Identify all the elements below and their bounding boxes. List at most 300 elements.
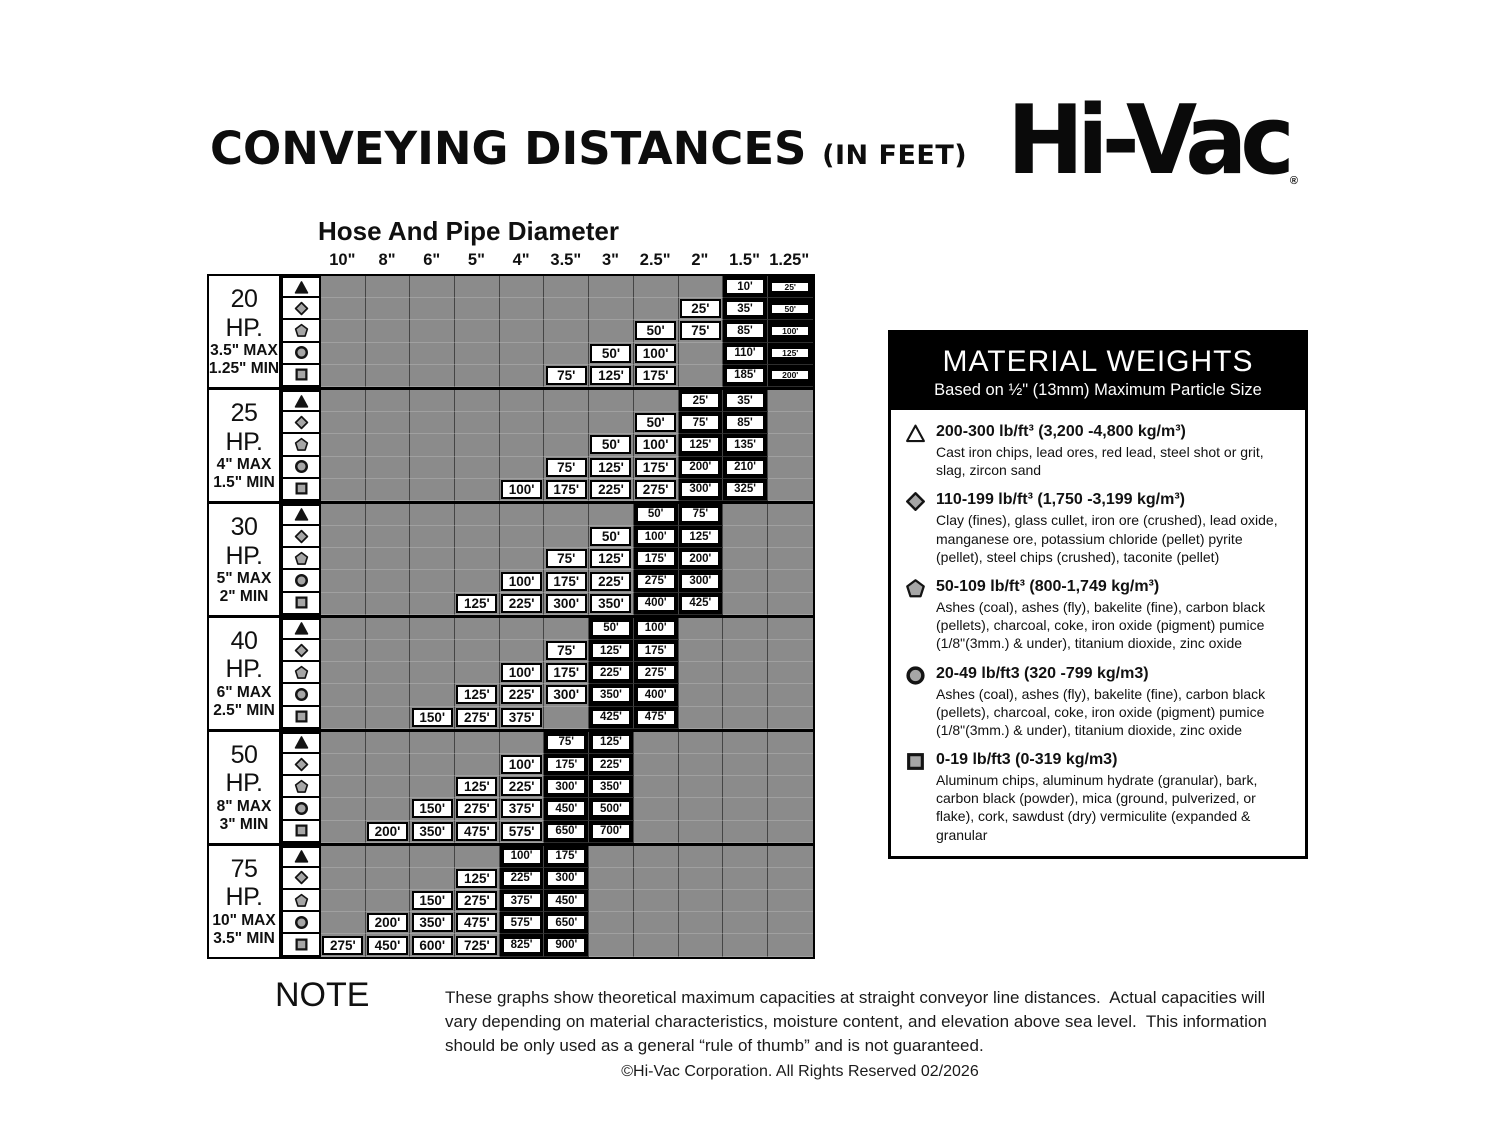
distance-value: 175' (635, 366, 676, 385)
distance-cell (455, 684, 500, 706)
distance-cell (500, 846, 545, 868)
distance-cell (410, 298, 455, 320)
distance-value: 50' (590, 344, 631, 363)
distance-cell (455, 618, 500, 640)
distance-cell (455, 662, 500, 684)
material-row (281, 593, 813, 615)
distance-cell (544, 412, 589, 434)
note-label: NOTE (275, 976, 370, 1014)
distance-value: 125' (592, 735, 630, 750)
diamond-icon (294, 870, 309, 885)
distance-value: 275' (635, 480, 676, 499)
material-symbol-cell (281, 504, 321, 526)
distance-value: 375' (501, 799, 542, 818)
distance-value: 100' (501, 572, 542, 591)
distance-cell (500, 504, 545, 526)
circle-icon (294, 345, 309, 360)
material-symbol-cell (281, 593, 321, 615)
distance-value: 475' (456, 913, 497, 932)
distance-cell (321, 707, 366, 729)
distance-value: 300' (546, 594, 587, 613)
distance-cell (410, 457, 455, 479)
material-symbol-cell (281, 526, 321, 548)
distance-value: 35' (726, 301, 764, 316)
distance-cell (500, 640, 545, 662)
distance-cell (589, 662, 634, 684)
distance-cell (679, 890, 724, 912)
distance-cell (455, 890, 500, 912)
min-diameter: 1.25" MIN (208, 360, 280, 378)
distance-cell (455, 412, 500, 434)
material-symbol-cell (281, 662, 321, 684)
material-row (281, 457, 813, 479)
distance-value: 75' (546, 366, 587, 385)
distance-value: 425' (681, 596, 719, 611)
distance-cell (768, 868, 813, 890)
distance-value: 300' (547, 871, 585, 886)
section-rows (281, 276, 813, 387)
distance-cell (455, 798, 500, 820)
distance-cell (410, 684, 455, 706)
distance-cell (410, 798, 455, 820)
distance-cell (410, 593, 455, 615)
distance-cell (366, 890, 411, 912)
distance-cell (679, 570, 724, 592)
distance-cell (589, 684, 634, 706)
distance-cell (679, 684, 724, 706)
distance-cell (679, 640, 724, 662)
distance-cell (634, 732, 679, 754)
distance-cell (544, 776, 589, 798)
distance-value: 175' (635, 458, 676, 477)
distance-cell (455, 434, 500, 456)
distance-cell (768, 504, 813, 526)
distance-cell (410, 890, 455, 912)
distance-value: 500' (592, 801, 630, 816)
distance-cell (723, 365, 768, 387)
distance-cell (366, 912, 411, 934)
min-diameter: 2.5" MIN (213, 702, 275, 720)
square-icon (294, 937, 309, 952)
distance-cell (544, 343, 589, 365)
distance-cell (410, 343, 455, 365)
distance-cell (455, 570, 500, 592)
distance-cell (544, 798, 589, 820)
distance-value: 110' (726, 346, 764, 361)
material-row (281, 618, 813, 640)
distance-cell (768, 912, 813, 934)
distance-value: 100' (635, 435, 676, 454)
material-symbol-cell (281, 479, 321, 501)
distance-cell (723, 434, 768, 456)
distance-value: 25' (680, 299, 721, 318)
distance-cell (679, 390, 724, 412)
distance-cell (366, 754, 411, 776)
max-diameter: 8" MAX (216, 798, 272, 816)
distance-cell (679, 504, 724, 526)
distance-cell (634, 912, 679, 934)
distance-value: 100' (635, 344, 676, 363)
hp-section-label (209, 846, 281, 957)
legend-entry (905, 664, 1291, 740)
distance-cell (768, 320, 813, 342)
distance-cell (679, 798, 724, 820)
distance-cell (500, 434, 545, 456)
material-row (281, 298, 813, 320)
square-icon (294, 709, 309, 724)
distance-value: 225' (590, 480, 631, 499)
distance-cell (500, 868, 545, 890)
distance-cell (366, 732, 411, 754)
distance-cell (500, 821, 545, 843)
distance-cell (455, 846, 500, 868)
distance-value: 225' (592, 665, 630, 680)
material-row (281, 390, 813, 412)
distance-cell (366, 662, 411, 684)
distance-value: 450' (367, 936, 408, 955)
distance-cell (679, 662, 724, 684)
distance-cell (634, 390, 679, 412)
distance-cell (768, 526, 813, 548)
distance-value: 125' (590, 366, 631, 385)
distance-cell (589, 934, 634, 956)
legend-entry (905, 577, 1291, 653)
distance-cell (500, 548, 545, 570)
material-symbol-cell (281, 320, 321, 342)
distance-cell (768, 457, 813, 479)
distance-cell (634, 457, 679, 479)
distance-cell (321, 868, 366, 890)
distance-value: 185' (726, 368, 764, 383)
distance-cell (500, 890, 545, 912)
distance-cell (410, 412, 455, 434)
distance-cell (768, 365, 813, 387)
distance-cell (634, 593, 679, 615)
distance-cell (544, 457, 589, 479)
hp-rating: 50 HP. (225, 740, 263, 798)
distance-value: 375' (503, 893, 541, 908)
distance-cell (321, 662, 366, 684)
distance-cell (679, 618, 724, 640)
min-diameter: 1.5" MIN (213, 474, 275, 492)
distance-cell (723, 276, 768, 298)
distance-cell (366, 526, 411, 548)
section-rows (281, 390, 813, 501)
distance-cell (366, 934, 411, 956)
distance-value: 175' (546, 480, 587, 499)
section-rows (281, 846, 813, 957)
pentagon-icon (294, 323, 309, 338)
distance-value: 85' (726, 323, 764, 338)
distance-cell (455, 390, 500, 412)
material-symbol-cell (281, 343, 321, 365)
distance-cell (723, 776, 768, 798)
column-header: 1.5" (729, 251, 760, 269)
distance-cell (679, 412, 724, 434)
column-header: 5" (467, 251, 485, 269)
distance-value: 125' (456, 777, 497, 796)
distance-cell (589, 548, 634, 570)
distance-cell (768, 754, 813, 776)
distance-cell (455, 365, 500, 387)
distance-cell (500, 684, 545, 706)
distance-cell (321, 912, 366, 934)
distance-cell (589, 890, 634, 912)
column-header: 6" (423, 251, 441, 269)
distance-cell (589, 298, 634, 320)
hp-section (209, 276, 813, 390)
distance-cell (321, 754, 366, 776)
distance-value: 150' (412, 708, 453, 727)
distance-cell (723, 593, 768, 615)
hp-section (209, 618, 813, 732)
distance-value: 25' (771, 282, 809, 292)
legend-entry-texts (936, 664, 1291, 740)
distance-cell (455, 821, 500, 843)
legend-entry-texts (936, 422, 1291, 479)
material-row (281, 434, 813, 456)
distance-cell (410, 846, 455, 868)
diamond-icon (905, 491, 926, 566)
square-icon (294, 367, 309, 382)
distance-value: 350' (412, 913, 453, 932)
distance-cell (321, 298, 366, 320)
distance-cell (634, 821, 679, 843)
distance-cell (723, 684, 768, 706)
distance-cell (500, 276, 545, 298)
distance-value: 125' (771, 348, 809, 358)
distance-cell (366, 320, 411, 342)
distance-cell (455, 640, 500, 662)
legend-weight-range: 0-19 lb/ft3 (0-319 kg/m3) (936, 751, 1118, 769)
distance-cell (768, 412, 813, 434)
material-weights-title: MATERIAL WEIGHTS (942, 345, 1254, 378)
distance-value: 50' (590, 435, 631, 454)
distance-cell (723, 934, 768, 956)
distance-cell (321, 618, 366, 640)
distance-value: 450' (547, 893, 585, 908)
distance-cell (321, 846, 366, 868)
distance-value: 275' (456, 708, 497, 727)
hp-section-label (209, 504, 281, 615)
distance-value: 200' (681, 551, 719, 566)
distance-value: 825' (503, 938, 541, 953)
triangle-icon (294, 507, 309, 522)
distance-cell (321, 821, 366, 843)
distance-cell (366, 618, 411, 640)
distance-cell (723, 343, 768, 365)
material-row (281, 912, 813, 934)
distance-cell (723, 707, 768, 729)
distance-cell (589, 868, 634, 890)
distance-cell (544, 504, 589, 526)
distance-cell (410, 732, 455, 754)
distance-cell (679, 298, 724, 320)
material-row (281, 320, 813, 342)
distance-cell (366, 570, 411, 592)
distance-cell (410, 868, 455, 890)
distance-cell (544, 934, 589, 956)
distance-cell (544, 390, 589, 412)
distance-cell (679, 912, 724, 934)
triangle-icon (294, 280, 309, 295)
max-diameter: 5" MAX (216, 570, 272, 588)
pentagon-icon (294, 437, 309, 452)
pentagon-icon (294, 779, 309, 794)
distance-value: 100' (503, 849, 541, 864)
distance-value: 200' (681, 460, 719, 475)
distance-value: 225' (501, 777, 542, 796)
distance-cell (366, 640, 411, 662)
distance-cell (589, 412, 634, 434)
distance-cell (589, 618, 634, 640)
distance-cell (410, 754, 455, 776)
distance-cell (410, 662, 455, 684)
hp-section (209, 732, 813, 846)
distance-value: 50' (635, 321, 676, 340)
distance-cell (634, 412, 679, 434)
distance-cell (366, 457, 411, 479)
distance-cell (589, 640, 634, 662)
distance-cell (500, 754, 545, 776)
distance-cell (634, 798, 679, 820)
circle-icon (294, 459, 309, 474)
column-headers (320, 251, 812, 270)
distance-cell (768, 390, 813, 412)
distance-cell (500, 618, 545, 640)
circle-icon (905, 665, 926, 740)
material-row (281, 570, 813, 592)
material-row (281, 890, 813, 912)
distance-cell (544, 548, 589, 570)
triangle-icon (294, 621, 309, 636)
max-diameter: 10" MAX (212, 912, 276, 930)
material-symbol-cell (281, 776, 321, 798)
distance-cell (589, 570, 634, 592)
distance-cell (634, 846, 679, 868)
distance-cell (723, 798, 768, 820)
legend-entry (905, 422, 1291, 479)
distance-value: 175' (637, 643, 675, 658)
distance-cell (723, 548, 768, 570)
distance-value: 650' (547, 824, 585, 839)
distance-value: 700' (592, 824, 630, 839)
distance-cell (455, 707, 500, 729)
column-header: 2.5" (639, 251, 671, 269)
material-row (281, 754, 813, 776)
distance-cell (634, 662, 679, 684)
distance-cell (366, 412, 411, 434)
distance-cell (455, 754, 500, 776)
hp-rating: 25 HP. (225, 398, 263, 456)
distance-cell (321, 412, 366, 434)
distance-cell (723, 526, 768, 548)
legend-entry (905, 490, 1291, 566)
distance-cell (321, 457, 366, 479)
material-symbol-cell (281, 412, 321, 434)
distance-cell (500, 390, 545, 412)
distance-cell (321, 365, 366, 387)
distance-cell (455, 298, 500, 320)
distance-value: 35' (726, 393, 764, 408)
distance-cell (544, 618, 589, 640)
distance-cell (410, 707, 455, 729)
distance-cell (634, 754, 679, 776)
material-weights-header (891, 333, 1305, 410)
distance-cell (634, 504, 679, 526)
distance-value: 200' (367, 822, 408, 841)
distance-cell (455, 343, 500, 365)
distance-cell (544, 890, 589, 912)
distance-cell (589, 912, 634, 934)
distance-cell (321, 798, 366, 820)
distance-value: 125' (590, 549, 631, 568)
distance-cell (679, 707, 724, 729)
distance-cell (500, 662, 545, 684)
diamond-icon (294, 757, 309, 772)
distance-value: 135' (726, 437, 764, 452)
distance-cell (768, 890, 813, 912)
hp-section (209, 846, 813, 957)
distance-cell (634, 618, 679, 640)
page-title-suffix: (IN FEET) (822, 140, 968, 171)
diamond-icon (294, 415, 309, 430)
material-symbol-cell (281, 640, 321, 662)
distance-cell (544, 662, 589, 684)
distance-cell (410, 640, 455, 662)
distance-cell (634, 343, 679, 365)
distance-cell (366, 684, 411, 706)
distance-cell (589, 276, 634, 298)
distance-cell (366, 776, 411, 798)
distance-value: 275' (322, 936, 363, 955)
distance-cell (723, 618, 768, 640)
distance-value: 175' (547, 849, 585, 864)
distance-value: 300' (546, 685, 587, 704)
distance-cell (723, 570, 768, 592)
distance-value: 125' (456, 869, 497, 888)
material-row (281, 846, 813, 868)
section-rows (281, 618, 813, 729)
distance-cell (634, 298, 679, 320)
hp-section-label (209, 732, 281, 843)
material-row (281, 821, 813, 843)
distance-cell (634, 365, 679, 387)
column-header: 8" (378, 251, 396, 269)
distance-cell (589, 798, 634, 820)
distance-cell (366, 298, 411, 320)
distance-cell (723, 732, 768, 754)
material-row (281, 662, 813, 684)
distance-cell (500, 707, 545, 729)
distance-cell (410, 570, 455, 592)
distance-value: 275' (456, 799, 497, 818)
distance-cell (634, 320, 679, 342)
distance-cell (455, 320, 500, 342)
distance-cell (589, 479, 634, 501)
material-row (281, 548, 813, 570)
distance-cell (544, 684, 589, 706)
distance-cell (366, 343, 411, 365)
legend-weight-range: 200-300 lb/ft³ (3,200 -4,800 kg/m³) (936, 423, 1186, 440)
distance-cell (321, 684, 366, 706)
distance-cell (679, 343, 724, 365)
distance-cell (366, 365, 411, 387)
distance-cell (544, 320, 589, 342)
legend-weight-range: 20-49 lb/ft3 (320 -799 kg/m3) (936, 664, 1149, 682)
distance-value: 100' (637, 621, 675, 636)
distance-cell (500, 934, 545, 956)
